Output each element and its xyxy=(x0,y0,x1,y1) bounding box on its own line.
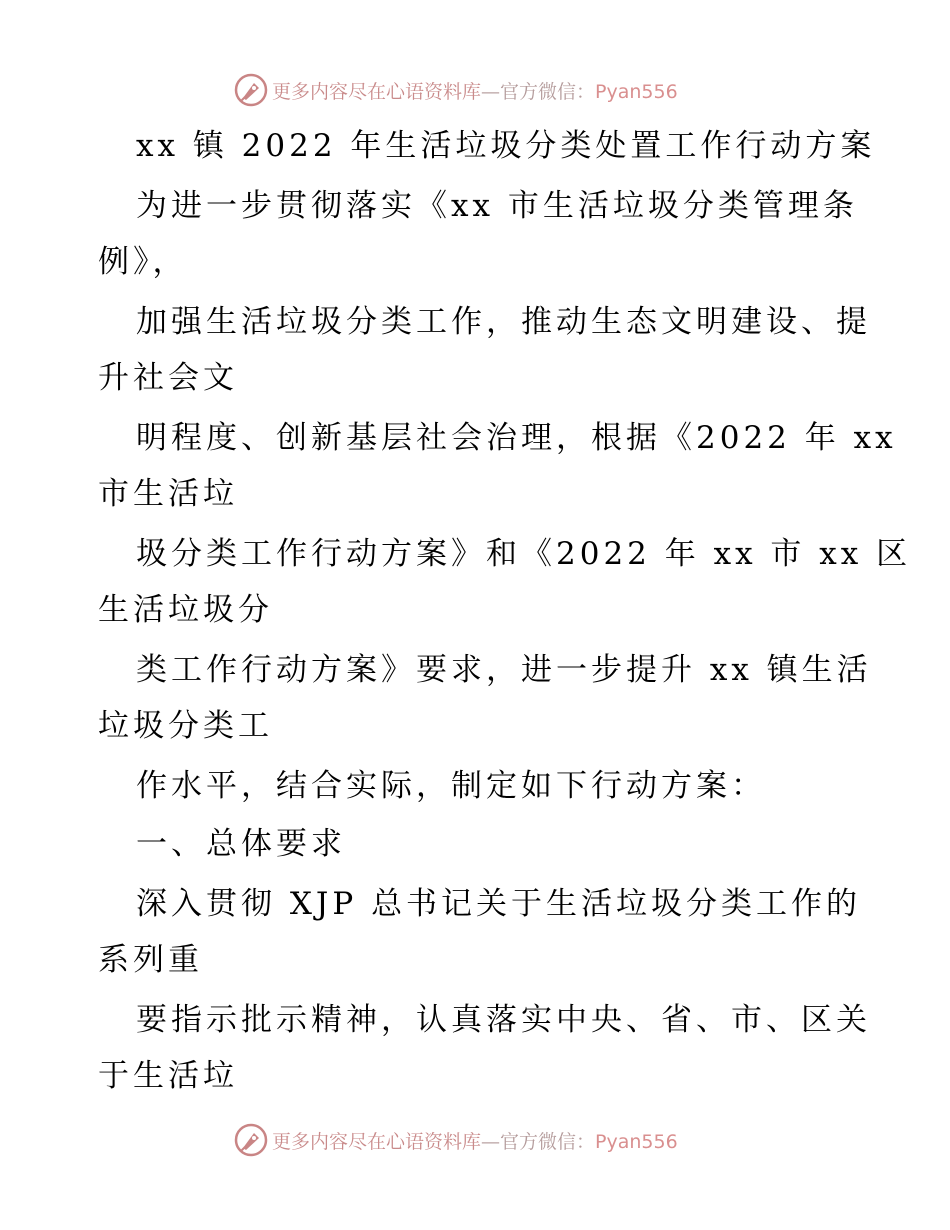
paragraph-line: 为进一步贯彻落实《xx 市生活垃圾分类管理条 xyxy=(136,188,858,224)
watermark-account: Pyan556 xyxy=(595,80,678,103)
paragraph-line: 圾分类工作行动方案》和《2022 年 xx 市 xx 区 xyxy=(136,536,912,572)
paragraph-line: 深入贯彻 XJP 总书记关于生活垃圾分类工作的 xyxy=(136,886,862,922)
watermark-separator: — xyxy=(481,1130,501,1153)
paragraph-line: 例》， xyxy=(98,244,188,280)
paragraph-line: 要指示批示精神，认真落实中央、省、市、区关 xyxy=(136,1002,871,1038)
paragraph-line: 明程度、创新基层社会治理，根据《2022 年 xx xyxy=(136,420,897,456)
watermark-text xyxy=(272,1127,678,1154)
paragraph-line: 生活垃圾分 xyxy=(98,592,273,628)
paragraph-line: 作水平，结合实际，制定如下行动方案： xyxy=(136,768,766,804)
paragraph-line: 于生活垃 xyxy=(98,1058,238,1094)
paragraph-line: 垃圾分类工 xyxy=(98,708,273,744)
footer-watermark xyxy=(0,1122,950,1158)
watermark-text xyxy=(272,77,678,104)
watermark-account: Pyan556 xyxy=(595,1130,678,1153)
section-heading: 一、总体要求 xyxy=(136,826,346,862)
paragraph-line: 加强生活垃圾分类工作，推动生态文明建设、提 xyxy=(136,304,871,340)
paragraph-line: 市生活垃 xyxy=(98,476,238,512)
watermark-sub-text: 官方微信： xyxy=(500,80,596,103)
watermark-main-text: 更多内容尽在心语资料库 xyxy=(272,80,482,103)
fountain-pen-nib-icon xyxy=(234,73,268,107)
paragraph-line: 类工作行动方案》要求，进一步提升 xx 镇生活 xyxy=(136,652,872,688)
document-title: xx 镇 2022 年生活垃圾分类处置工作行动方案 xyxy=(136,128,876,164)
header-watermark xyxy=(0,72,950,108)
watermark-sub-text: 官方微信： xyxy=(500,1130,596,1153)
watermark-separator: — xyxy=(481,80,501,103)
paragraph-line: 升社会文 xyxy=(98,360,238,396)
paragraph-line: 系列重 xyxy=(98,942,203,978)
watermark-main-text: 更多内容尽在心语资料库 xyxy=(272,1130,482,1153)
fountain-pen-nib-icon xyxy=(234,1123,268,1157)
